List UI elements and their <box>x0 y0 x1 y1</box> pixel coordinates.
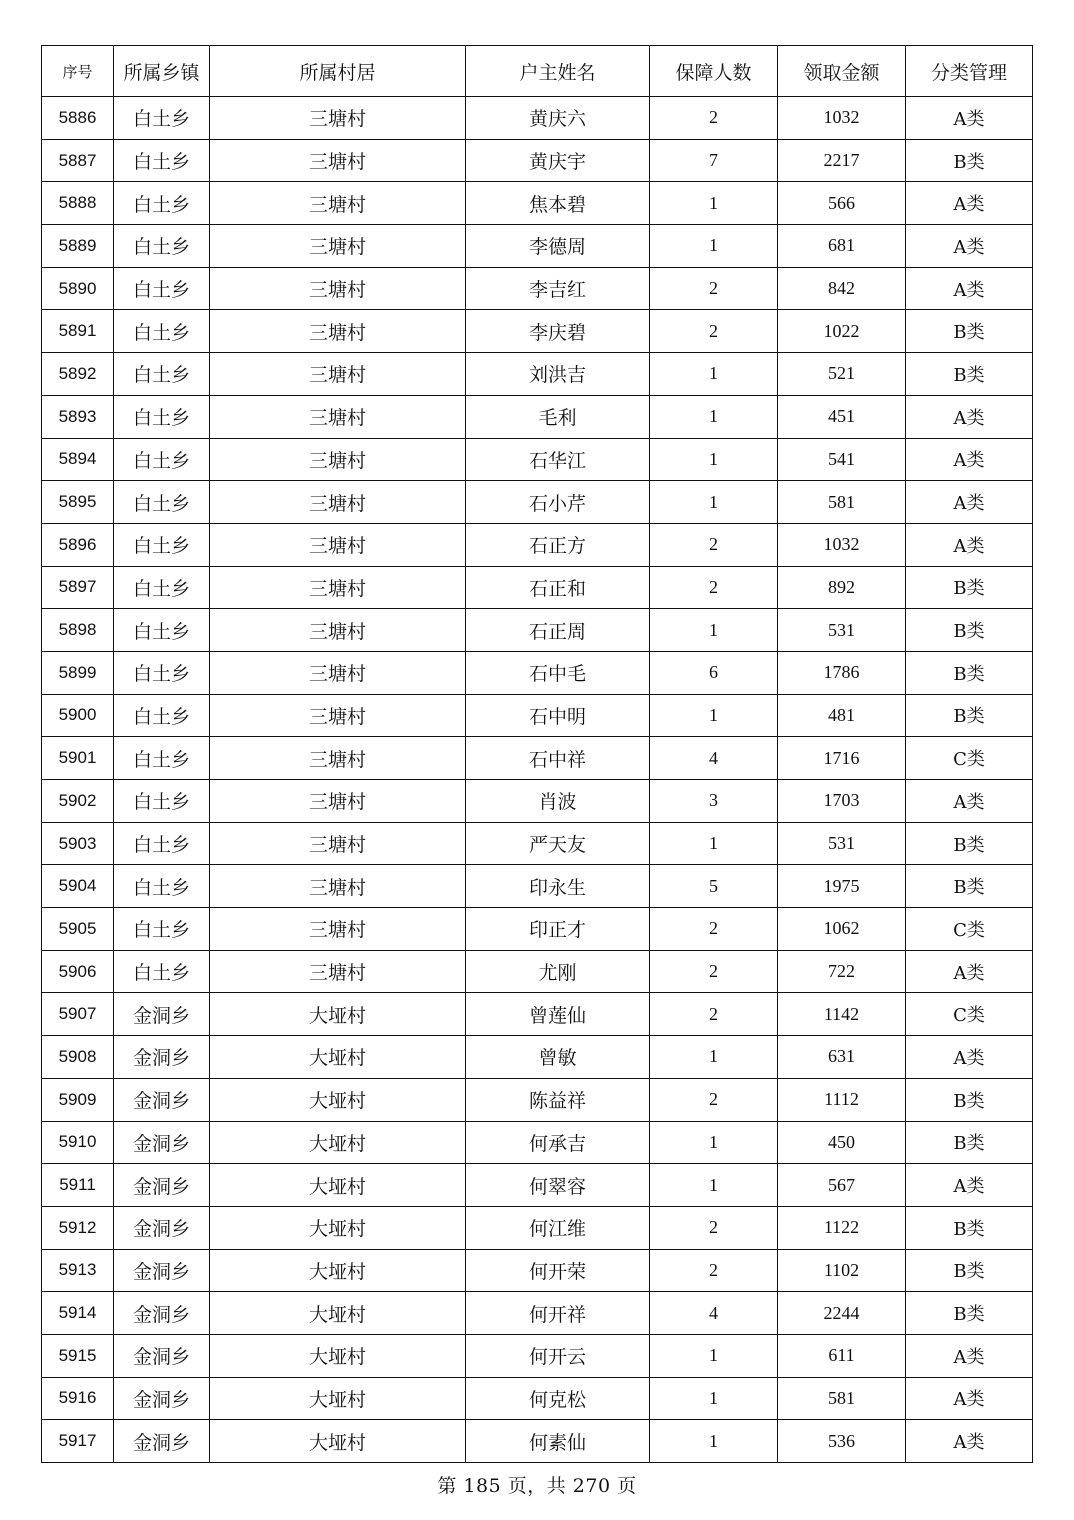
cell-people: 4 <box>650 737 778 780</box>
cell-town: 白土乡 <box>114 694 210 737</box>
cell-people: 1 <box>650 225 778 268</box>
cell-category: A类 <box>906 1164 1033 1207</box>
table-row <box>42 1036 1033 1079</box>
cell-category: A类 <box>906 182 1033 225</box>
table-row <box>42 267 1033 310</box>
cell-people: 1 <box>650 1121 778 1164</box>
cell-category: A类 <box>906 267 1033 310</box>
cell-town: 白土乡 <box>114 310 210 353</box>
cell-no: 5907 <box>42 993 114 1036</box>
cell-name: 何素仙 <box>466 1420 650 1463</box>
cell-name: 焦本碧 <box>466 182 650 225</box>
cell-town: 金洞乡 <box>114 1249 210 1292</box>
cell-amount: 581 <box>778 481 906 524</box>
cell-name: 毛利 <box>466 395 650 438</box>
cell-village: 三塘村 <box>210 353 466 396</box>
cell-name: 石正周 <box>466 609 650 652</box>
cell-category: C类 <box>906 908 1033 951</box>
cell-amount: 541 <box>778 438 906 481</box>
cell-village: 三塘村 <box>210 225 466 268</box>
cell-town: 白土乡 <box>114 523 210 566</box>
cell-village: 三塘村 <box>210 395 466 438</box>
cell-town: 金洞乡 <box>114 1164 210 1207</box>
cell-category: A类 <box>906 395 1033 438</box>
table-row <box>42 993 1033 1036</box>
cell-name: 石正和 <box>466 566 650 609</box>
cell-name: 何翠容 <box>466 1164 650 1207</box>
cell-no: 5913 <box>42 1249 114 1292</box>
cell-town: 白土乡 <box>114 950 210 993</box>
cell-people: 2 <box>650 310 778 353</box>
cell-category: A类 <box>906 1377 1033 1420</box>
cell-no: 5890 <box>42 267 114 310</box>
table-row <box>42 225 1033 268</box>
cell-amount: 1122 <box>778 1206 906 1249</box>
table-row <box>42 609 1033 652</box>
cell-name: 何开祥 <box>466 1292 650 1335</box>
header-people: 保障人数 <box>650 46 778 97</box>
cell-town: 白土乡 <box>114 651 210 694</box>
cell-town: 金洞乡 <box>114 1036 210 1079</box>
cell-village: 大垭村 <box>210 1206 466 1249</box>
cell-category: C类 <box>906 993 1033 1036</box>
cell-town: 金洞乡 <box>114 1206 210 1249</box>
cell-town: 金洞乡 <box>114 1420 210 1463</box>
table-row <box>42 1206 1033 1249</box>
cell-amount: 722 <box>778 950 906 993</box>
cell-town: 白土乡 <box>114 566 210 609</box>
cell-amount: 2217 <box>778 139 906 182</box>
table-row <box>42 908 1033 951</box>
cell-name: 李吉红 <box>466 267 650 310</box>
cell-amount: 611 <box>778 1334 906 1377</box>
cell-people: 2 <box>650 908 778 951</box>
cell-name: 李庆碧 <box>466 310 650 353</box>
cell-category: A类 <box>906 780 1033 823</box>
table-row <box>42 950 1033 993</box>
table-row <box>42 353 1033 396</box>
header-name: 户主姓名 <box>466 46 650 97</box>
cell-category: A类 <box>906 950 1033 993</box>
cell-no: 5900 <box>42 694 114 737</box>
header-village: 所属村居 <box>210 46 466 97</box>
cell-category: A类 <box>906 97 1033 140</box>
cell-village: 三塘村 <box>210 651 466 694</box>
table-row <box>42 523 1033 566</box>
cell-category: C类 <box>906 737 1033 780</box>
records-table-container <box>41 45 1032 1463</box>
cell-category: B类 <box>906 310 1033 353</box>
cell-village: 大垭村 <box>210 1036 466 1079</box>
cell-name: 李德周 <box>466 225 650 268</box>
cell-amount: 581 <box>778 1377 906 1420</box>
cell-name: 石小芹 <box>466 481 650 524</box>
cell-village: 三塘村 <box>210 865 466 908</box>
cell-name: 曾敏 <box>466 1036 650 1079</box>
cell-town: 金洞乡 <box>114 1078 210 1121</box>
cell-town: 白土乡 <box>114 780 210 823</box>
cell-no: 5906 <box>42 950 114 993</box>
cell-no: 5912 <box>42 1206 114 1249</box>
cell-people: 1 <box>650 1420 778 1463</box>
cell-town: 白土乡 <box>114 865 210 908</box>
cell-town: 白土乡 <box>114 822 210 865</box>
cell-no: 5917 <box>42 1420 114 1463</box>
cell-village: 三塘村 <box>210 694 466 737</box>
table-row <box>42 481 1033 524</box>
table-row <box>42 694 1033 737</box>
cell-town: 白土乡 <box>114 395 210 438</box>
header-no: 序号 <box>42 46 114 97</box>
table-row <box>42 1164 1033 1207</box>
cell-village: 大垭村 <box>210 1292 466 1335</box>
cell-people: 1 <box>650 395 778 438</box>
cell-village: 大垭村 <box>210 1420 466 1463</box>
table-row <box>42 865 1033 908</box>
cell-no: 5895 <box>42 481 114 524</box>
cell-people: 1 <box>650 1377 778 1420</box>
cell-no: 5893 <box>42 395 114 438</box>
header-town: 所属乡镇 <box>114 46 210 97</box>
cell-town: 白土乡 <box>114 182 210 225</box>
table-row <box>42 566 1033 609</box>
cell-amount: 842 <box>778 267 906 310</box>
cell-category: B类 <box>906 1292 1033 1335</box>
cell-village: 三塘村 <box>210 822 466 865</box>
cell-category: B类 <box>906 566 1033 609</box>
cell-category: B类 <box>906 1249 1033 1292</box>
cell-name: 曾莲仙 <box>466 993 650 1036</box>
cell-no: 5903 <box>42 822 114 865</box>
cell-amount: 566 <box>778 182 906 225</box>
cell-amount: 892 <box>778 566 906 609</box>
cell-village: 三塘村 <box>210 481 466 524</box>
cell-town: 白土乡 <box>114 609 210 652</box>
cell-no: 5888 <box>42 182 114 225</box>
cell-no: 5910 <box>42 1121 114 1164</box>
cell-village: 大垭村 <box>210 1334 466 1377</box>
table-row <box>42 1078 1033 1121</box>
cell-amount: 536 <box>778 1420 906 1463</box>
cell-amount: 451 <box>778 395 906 438</box>
cell-no: 5909 <box>42 1078 114 1121</box>
table-row <box>42 1121 1033 1164</box>
cell-no: 5896 <box>42 523 114 566</box>
cell-amount: 631 <box>778 1036 906 1079</box>
cell-people: 1 <box>650 438 778 481</box>
cell-town: 白土乡 <box>114 225 210 268</box>
cell-people: 1 <box>650 1164 778 1207</box>
cell-village: 三塘村 <box>210 566 466 609</box>
cell-amount: 1112 <box>778 1078 906 1121</box>
table-row <box>42 822 1033 865</box>
table-row <box>42 310 1033 353</box>
cell-amount: 567 <box>778 1164 906 1207</box>
cell-people: 1 <box>650 1334 778 1377</box>
cell-amount: 521 <box>778 353 906 396</box>
cell-village: 三塘村 <box>210 182 466 225</box>
header-amount: 领取金额 <box>778 46 906 97</box>
cell-no: 5891 <box>42 310 114 353</box>
cell-category: A类 <box>906 1420 1033 1463</box>
cell-amount: 531 <box>778 822 906 865</box>
cell-category: A类 <box>906 481 1033 524</box>
cell-name: 石中明 <box>466 694 650 737</box>
table-row <box>42 182 1033 225</box>
cell-people: 1 <box>650 481 778 524</box>
cell-amount: 481 <box>778 694 906 737</box>
cell-town: 白土乡 <box>114 97 210 140</box>
cell-people: 2 <box>650 566 778 609</box>
cell-town: 金洞乡 <box>114 1334 210 1377</box>
cell-village: 三塘村 <box>210 908 466 951</box>
cell-no: 5914 <box>42 1292 114 1335</box>
cell-people: 5 <box>650 865 778 908</box>
cell-village: 三塘村 <box>210 950 466 993</box>
table-row <box>42 395 1033 438</box>
cell-amount: 1062 <box>778 908 906 951</box>
cell-category: B类 <box>906 609 1033 652</box>
cell-name: 何江维 <box>466 1206 650 1249</box>
table-row <box>42 651 1033 694</box>
cell-category: B类 <box>906 1121 1033 1164</box>
cell-no: 5916 <box>42 1377 114 1420</box>
cell-category: B类 <box>906 1206 1033 1249</box>
cell-town: 白土乡 <box>114 139 210 182</box>
header-category: 分类管理 <box>906 46 1033 97</box>
cell-amount: 681 <box>778 225 906 268</box>
cell-village: 三塘村 <box>210 780 466 823</box>
cell-village: 三塘村 <box>210 737 466 780</box>
cell-town: 金洞乡 <box>114 1377 210 1420</box>
cell-no: 5886 <box>42 97 114 140</box>
cell-category: B类 <box>906 1078 1033 1121</box>
cell-name: 何开荣 <box>466 1249 650 1292</box>
cell-village: 大垭村 <box>210 1121 466 1164</box>
cell-town: 白土乡 <box>114 737 210 780</box>
cell-town: 白土乡 <box>114 353 210 396</box>
cell-town: 白土乡 <box>114 908 210 951</box>
cell-category: A类 <box>906 523 1033 566</box>
cell-amount: 531 <box>778 609 906 652</box>
cell-category: A类 <box>906 1334 1033 1377</box>
cell-people: 7 <box>650 139 778 182</box>
cell-no: 5892 <box>42 353 114 396</box>
cell-name: 陈益祥 <box>466 1078 650 1121</box>
cell-no: 5899 <box>42 651 114 694</box>
cell-amount: 1022 <box>778 310 906 353</box>
cell-town: 金洞乡 <box>114 1292 210 1335</box>
table-row <box>42 1377 1033 1420</box>
cell-name: 黄庆宇 <box>466 139 650 182</box>
cell-amount: 450 <box>778 1121 906 1164</box>
cell-people: 1 <box>650 609 778 652</box>
cell-category: B类 <box>906 865 1033 908</box>
cell-category: B类 <box>906 353 1033 396</box>
cell-amount: 1032 <box>778 523 906 566</box>
cell-amount: 1975 <box>778 865 906 908</box>
cell-village: 大垭村 <box>210 1377 466 1420</box>
table-row <box>42 1334 1033 1377</box>
cell-people: 4 <box>650 1292 778 1335</box>
cell-people: 2 <box>650 523 778 566</box>
cell-no: 5894 <box>42 438 114 481</box>
cell-people: 2 <box>650 1249 778 1292</box>
cell-name: 尤刚 <box>466 950 650 993</box>
table-row <box>42 438 1033 481</box>
cell-amount: 1703 <box>778 780 906 823</box>
cell-town: 白土乡 <box>114 267 210 310</box>
cell-people: 3 <box>650 780 778 823</box>
cell-name: 何承吉 <box>466 1121 650 1164</box>
cell-no: 5905 <box>42 908 114 951</box>
cell-name: 石中毛 <box>466 651 650 694</box>
table-body <box>42 97 1033 1463</box>
table-header-row <box>42 46 1033 97</box>
cell-category: B类 <box>906 822 1033 865</box>
table-row <box>42 1420 1033 1463</box>
cell-amount: 2244 <box>778 1292 906 1335</box>
cell-no: 5887 <box>42 139 114 182</box>
cell-name: 严天友 <box>466 822 650 865</box>
cell-people: 2 <box>650 1206 778 1249</box>
cell-name: 何开云 <box>466 1334 650 1377</box>
cell-village: 大垭村 <box>210 993 466 1036</box>
cell-village: 三塘村 <box>210 267 466 310</box>
cell-no: 5908 <box>42 1036 114 1079</box>
cell-name: 刘洪吉 <box>466 353 650 396</box>
table-row <box>42 139 1033 182</box>
cell-town: 白土乡 <box>114 481 210 524</box>
cell-town: 金洞乡 <box>114 993 210 1036</box>
cell-name: 印永生 <box>466 865 650 908</box>
table-row <box>42 780 1033 823</box>
cell-town: 金洞乡 <box>114 1121 210 1164</box>
cell-people: 1 <box>650 182 778 225</box>
cell-no: 5902 <box>42 780 114 823</box>
cell-people: 2 <box>650 993 778 1036</box>
table-row <box>42 737 1033 780</box>
cell-village: 三塘村 <box>210 139 466 182</box>
cell-village: 大垭村 <box>210 1164 466 1207</box>
cell-name: 黄庆六 <box>466 97 650 140</box>
records-table <box>41 45 1033 1463</box>
cell-no: 5911 <box>42 1164 114 1207</box>
cell-village: 三塘村 <box>210 609 466 652</box>
cell-village: 三塘村 <box>210 97 466 140</box>
cell-category: B类 <box>906 651 1033 694</box>
table-row <box>42 97 1033 140</box>
cell-no: 5915 <box>42 1334 114 1377</box>
cell-village: 大垭村 <box>210 1078 466 1121</box>
cell-name: 石正方 <box>466 523 650 566</box>
cell-name: 何克松 <box>466 1377 650 1420</box>
cell-category: A类 <box>906 1036 1033 1079</box>
cell-category: B类 <box>906 139 1033 182</box>
cell-village: 大垭村 <box>210 1249 466 1292</box>
cell-category: A类 <box>906 438 1033 481</box>
cell-no: 5897 <box>42 566 114 609</box>
table-row <box>42 1249 1033 1292</box>
cell-name: 印正才 <box>466 908 650 951</box>
cell-no: 5898 <box>42 609 114 652</box>
cell-no: 5904 <box>42 865 114 908</box>
table-row <box>42 1292 1033 1335</box>
cell-amount: 1142 <box>778 993 906 1036</box>
page-number-footer: 第 185 页，共 270 页 <box>437 1475 637 1497</box>
cell-people: 2 <box>650 97 778 140</box>
cell-amount: 1102 <box>778 1249 906 1292</box>
cell-town: 白土乡 <box>114 438 210 481</box>
cell-people: 6 <box>650 651 778 694</box>
cell-amount: 1032 <box>778 97 906 140</box>
cell-people: 1 <box>650 1036 778 1079</box>
cell-no: 5889 <box>42 225 114 268</box>
cell-amount: 1716 <box>778 737 906 780</box>
cell-people: 2 <box>650 267 778 310</box>
cell-village: 三塘村 <box>210 438 466 481</box>
cell-category: B类 <box>906 694 1033 737</box>
cell-name: 石华江 <box>466 438 650 481</box>
cell-name: 石中祥 <box>466 737 650 780</box>
cell-village: 三塘村 <box>210 310 466 353</box>
cell-amount: 1786 <box>778 651 906 694</box>
cell-name: 肖波 <box>466 780 650 823</box>
cell-category: A类 <box>906 225 1033 268</box>
cell-people: 2 <box>650 950 778 993</box>
cell-people: 2 <box>650 1078 778 1121</box>
cell-people: 1 <box>650 353 778 396</box>
cell-no: 5901 <box>42 737 114 780</box>
cell-people: 1 <box>650 822 778 865</box>
cell-village: 三塘村 <box>210 523 466 566</box>
cell-people: 1 <box>650 694 778 737</box>
